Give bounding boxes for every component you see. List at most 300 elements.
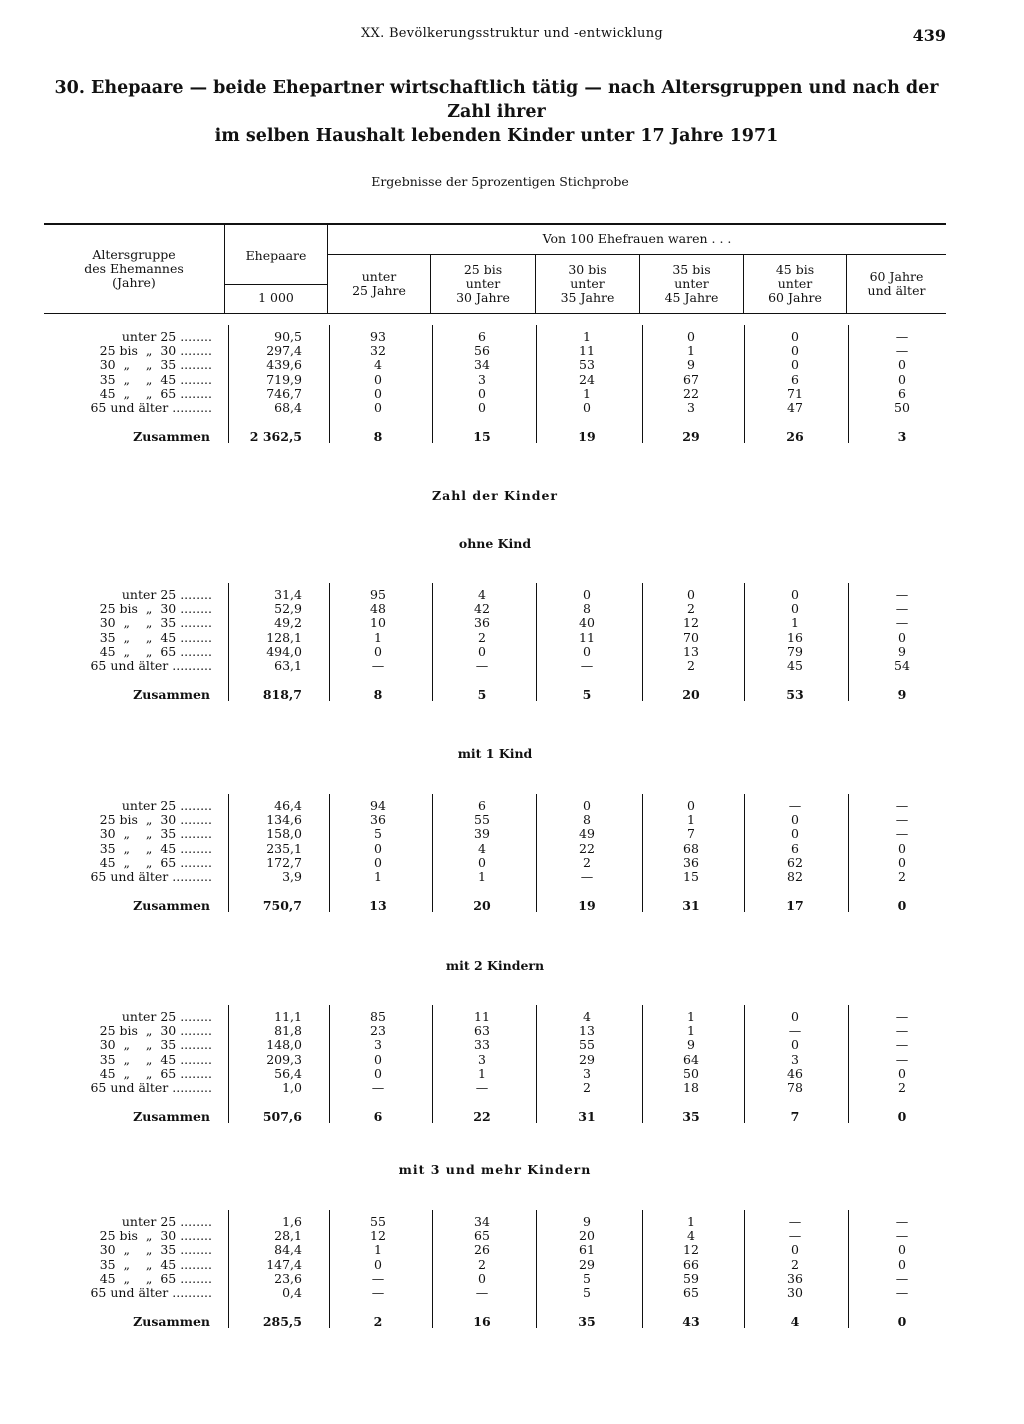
table-row [0,401,1024,415]
percent-value: 1 [478,869,486,884]
table-row [0,1272,1024,1286]
percent-value: 0 [897,1109,907,1125]
percent-value: 6 [478,798,486,813]
percent-value: 0 [898,357,906,373]
header-col-line: unter [361,269,397,284]
table-row [0,799,1024,813]
percent-value: 36 [474,615,490,631]
percent-value: 0 [374,854,382,870]
table-row [0,602,1024,616]
couples-value: 63,1 [274,658,302,673]
unit-rule [225,284,328,285]
header-col-line: unter [465,276,501,291]
table-row [0,1258,1024,1272]
percent-value: 34 [474,357,490,373]
percent-value: 1 [687,812,695,828]
percent-value: 13 [683,643,699,659]
percent-value: 0 [478,385,486,401]
percent-value: 30 [787,1285,803,1300]
age-label: 30 „ „ 35 ........ [99,1242,212,1258]
couples-value: 134,6 [266,812,302,828]
percent-value: — [895,615,909,631]
age-label: unter 25 ........ [121,587,212,602]
percent-value: 0 [374,400,382,415]
age-label: unter 25 ........ [121,1009,212,1024]
table-row [0,645,1024,659]
total-label: Zusammen [133,687,210,703]
percent-value: 48 [370,601,386,617]
percent-value: 10 [370,615,386,631]
couples-value: 2 362,5 [249,429,302,445]
percent-value: 4 [687,1228,695,1244]
percent-value: 4 [478,587,486,602]
percent-value: 20 [579,1228,595,1244]
percent-value: — [475,658,489,673]
percent-value: 7 [790,1109,800,1125]
percent-value: 1 [687,343,695,359]
percent-value: 0 [791,587,799,602]
percent-value: 94 [370,798,386,813]
percent-value: 0 [791,343,799,359]
percent-value: 43 [682,1314,700,1330]
percent-value: 0 [583,643,591,659]
total-row [0,899,1024,913]
table-row [0,1067,1024,1081]
percent-value: 0 [791,1009,799,1024]
percent-value: 0 [791,1037,799,1053]
percent-value: 0 [791,1242,799,1258]
percent-value: 65 [683,1285,699,1300]
table-row [0,358,1024,372]
percent-value: 9 [898,643,906,659]
percent-value: — [895,826,909,842]
table-row [0,588,1024,602]
age-label: 25 bis „ 30 ........ [99,601,212,617]
percent-value: 6 [373,1109,383,1125]
couples-value: 31,4 [274,587,302,602]
table-row [0,1229,1024,1243]
percent-value: 5 [583,1270,591,1286]
percent-value: 4 [478,840,486,856]
percent-value: 0 [898,1065,906,1081]
table-row [0,1081,1024,1095]
table-row [0,1053,1024,1067]
percent-value: 2 [478,1256,486,1272]
couples-value: 148,0 [266,1037,302,1053]
percent-value: — [895,587,909,602]
table-row [0,870,1024,884]
header-col-line: 30 Jahre [456,290,510,305]
percent-value: 66 [683,1256,699,1272]
couples-value: 719,9 [266,371,302,387]
couples-value: 746,7 [266,385,302,401]
header-bottom-rule [44,313,946,314]
table-row [0,813,1024,827]
percent-value: 46 [787,1065,803,1081]
percent-value: — [895,1009,909,1024]
percent-value: 0 [898,1256,906,1272]
age-label: 30 „ „ 35 ........ [99,357,212,373]
age-label: unter 25 ........ [121,798,212,813]
percent-value: 39 [474,826,490,842]
percent-value: 15 [683,869,699,884]
couples-value: 90,5 [274,329,302,344]
percent-value: 0 [791,601,799,617]
couples-value: 235,1 [266,840,302,856]
percent-value: — [475,1080,489,1095]
percent-value: 0 [478,643,486,659]
percent-value: 5 [583,1285,591,1300]
percent-value: 3 [478,371,486,387]
total-row [0,1315,1024,1329]
percent-value: 0 [374,1065,382,1081]
percent-value: 55 [370,1214,386,1229]
percent-value: 53 [786,687,804,703]
age-label: 45 „ „ 65 ........ [99,1270,212,1286]
age-label: 65 und älter .......... [90,658,212,673]
percent-value: 0 [791,357,799,373]
table-subtitle: Ergebnisse der 5prozentigen Stichprobe [371,174,629,189]
percent-value: 2 [687,601,695,617]
percent-value: 0 [898,854,906,870]
percent-value: 64 [683,1051,699,1067]
percent-value: 11 [474,1009,490,1024]
percent-value: 1 [478,1065,486,1081]
percent-value: 79 [787,643,803,659]
percent-value: — [895,343,909,359]
header-col-3 [536,263,639,305]
percent-value: 12 [370,1228,386,1244]
percent-value: 0 [374,643,382,659]
percent-value: 2 [478,629,486,645]
percent-value: 1 [583,329,591,344]
percent-value: — [475,1285,489,1300]
percent-value: 22 [683,385,699,401]
percent-value: 50 [683,1065,699,1081]
table-row [0,827,1024,841]
age-label: 25 bis „ 30 ........ [99,343,212,359]
percent-value: 1 [687,1009,695,1024]
total-label: Zusammen [133,429,210,445]
couples-value: 0,4 [282,1285,302,1300]
percent-value: 16 [787,629,803,645]
percent-value: 0 [583,798,591,813]
table-title-line-2: im selben Haushalt lebenden Kinder unter 17 Jahre 1971 [214,126,779,146]
percent-value: — [580,658,594,673]
header-age-line: des Ehemannes [84,261,184,276]
percent-value: 2 [791,1256,799,1272]
percent-value: 3 [478,1051,486,1067]
percent-value: 56 [474,343,490,359]
percent-value: — [580,869,594,884]
percent-value: 78 [787,1080,803,1095]
percent-value: 35 [682,1109,700,1125]
age-label: 30 „ „ 35 ........ [99,615,212,631]
age-label: 35 „ „ 45 ........ [99,629,212,645]
percent-value: — [895,1051,909,1067]
percent-value: 0 [374,371,382,387]
percent-value: 0 [898,1242,906,1258]
percent-value: 32 [370,343,386,359]
percent-value: 6 [791,840,799,856]
header-couples-unit: 1 000 [258,290,294,305]
age-label: unter 25 ........ [121,329,212,344]
percent-value: 55 [474,812,490,828]
percent-value: 62 [787,854,803,870]
header-col-line: unter [777,276,813,291]
percent-value: 1 [374,629,382,645]
age-label: 65 und älter .......... [90,1285,212,1300]
percent-value: 0 [478,400,486,415]
age-label: 35 „ „ 45 ........ [99,840,212,856]
table-row [0,856,1024,870]
total-row [0,430,1024,444]
age-label: 35 „ „ 45 ........ [99,371,212,387]
section-title: ohne Kind [458,536,532,551]
percent-value: 53 [579,357,595,373]
percent-value: 0 [478,854,486,870]
couples-value: 46,4 [274,798,302,813]
couples-value: 84,4 [274,1242,302,1258]
percent-value: 23 [370,1023,386,1039]
percent-value: 6 [478,329,486,344]
percent-value: 17 [786,898,804,914]
total-row [0,688,1024,702]
percent-value: 31 [682,898,700,914]
percent-value: — [371,1080,385,1095]
percent-value: 3 [791,1051,799,1067]
percent-value: 0 [687,798,695,813]
percent-value: 29 [579,1256,595,1272]
percent-value: 9 [687,1037,695,1053]
percent-value: 12 [683,615,699,631]
group-rule [328,254,946,255]
header-group: Von 100 Ehefrauen waren . . . [542,231,732,246]
children-heading: Zahl der Kinder [431,488,559,503]
couples-value: 507,6 [262,1109,302,1125]
percent-value: 2 [583,854,591,870]
percent-value: 0 [791,826,799,842]
percent-value: 36 [787,1270,803,1286]
couples-value: 818,7 [262,687,302,703]
couples-value: 28,1 [274,1228,302,1244]
percent-value: 4 [374,357,382,373]
percent-value: 31 [578,1109,596,1125]
percent-value: 67 [683,371,699,387]
table-row [0,1038,1024,1052]
couples-value: 209,3 [266,1051,302,1067]
percent-value: 0 [374,840,382,856]
percent-value: 95 [370,587,386,602]
percent-value: 35 [578,1314,596,1330]
header-couples: Ehepaare [245,248,307,263]
percent-value: — [371,658,385,673]
percent-value: 71 [787,385,803,401]
percent-value: 0 [478,1270,486,1286]
percent-value: 5 [477,687,487,703]
percent-value: 0 [374,385,382,401]
couples-value: 1,0 [282,1080,302,1095]
percent-value: 36 [370,812,386,828]
percent-value: 0 [791,812,799,828]
header-col-line: 45 bis [775,262,815,277]
table-row [0,659,1024,673]
table-row [0,387,1024,401]
percent-value: — [895,1285,909,1300]
percent-value: 24 [579,371,595,387]
percent-value: 29 [579,1051,595,1067]
header-col-line: 60 Jahre [768,290,822,305]
header-col-line: 25 Jahre [352,283,406,298]
percent-value: — [371,1285,385,1300]
percent-value: 8 [583,601,591,617]
age-label: 25 bis „ 30 ........ [99,1023,212,1039]
age-label: unter 25 ........ [121,1214,212,1229]
percent-value: 3 [687,400,695,415]
table-row [0,1286,1024,1300]
header-col-line: 35 Jahre [560,290,615,305]
percent-value: 0 [687,587,695,602]
age-label: 25 bis „ 30 ........ [99,1228,212,1244]
age-label: 25 bis „ 30 ........ [99,812,212,828]
percent-value: 3 [374,1037,382,1053]
percent-value: 26 [786,429,804,445]
table-row [0,373,1024,387]
percent-value: 0 [897,898,907,914]
total-label: Zusammen [133,1314,210,1330]
couples-value: 52,9 [274,601,302,617]
percent-value: — [895,329,909,344]
percent-value: 22 [579,840,595,856]
percent-value: 7 [687,826,695,842]
percent-value: — [788,1228,802,1244]
percent-value: 59 [683,1270,699,1286]
couples-value: 158,0 [266,826,302,842]
percent-value: — [895,812,909,828]
percent-value: 9 [687,357,695,373]
percent-value: 36 [683,854,699,870]
age-label: 65 und älter .......... [90,869,212,884]
percent-value: — [788,798,802,813]
percent-value: 61 [579,1242,595,1258]
percent-value: 19 [578,429,596,445]
percent-value: 20 [682,687,700,703]
percent-value: 3 [583,1065,591,1081]
couples-value: 285,5 [262,1314,302,1330]
percent-value: 3 [897,429,907,445]
percent-value: — [895,1270,909,1286]
percent-value: — [788,1023,802,1039]
couples-value: 494,0 [266,643,302,659]
percent-value: 45 [787,658,803,673]
header-col-5 [744,263,846,305]
percent-value: 8 [373,429,383,445]
age-label: 30 „ „ 35 ........ [99,1037,212,1053]
age-label: 35 „ „ 45 ........ [99,1051,212,1067]
percent-value: 6 [898,385,906,401]
percent-value: 0 [374,1051,382,1067]
couples-value: 750,7 [262,898,302,914]
percent-value: 26 [474,1242,490,1258]
percent-value: 15 [473,429,491,445]
age-label: 45 „ „ 65 ........ [99,385,212,401]
table-row [0,1010,1024,1024]
couples-value: 439,6 [266,357,302,373]
table-row [0,1215,1024,1229]
percent-value: 8 [373,687,383,703]
percent-value: — [895,1214,909,1229]
percent-value: 5 [374,826,382,842]
couples-value: 297,4 [266,343,302,359]
percent-value: 2 [898,1080,906,1095]
header-col-line: 45 Jahre [664,290,719,305]
percent-value: 6 [791,371,799,387]
age-label: 30 „ „ 35 ........ [99,826,212,842]
percent-value: 0 [898,840,906,856]
header-col-line: unter [674,276,709,291]
age-label: 65 und älter .......... [90,400,212,415]
percent-value: 33 [474,1037,490,1053]
couples-value: 128,1 [266,629,302,645]
table-title [44,76,949,148]
percent-value: 11 [579,343,595,359]
percent-value: 1 [583,385,591,401]
percent-value: 20 [473,898,491,914]
percent-value: 70 [683,629,699,645]
header-col-line: und älter [867,283,926,298]
table-row [0,344,1024,358]
percent-value: 0 [791,329,799,344]
header-col-2 [431,263,535,305]
percent-value: 0 [374,1256,382,1272]
percent-value: 18 [683,1080,699,1095]
couples-value: 56,4 [274,1065,302,1081]
table-row [0,616,1024,630]
section-title: mit 3 und mehr Kindern [398,1162,592,1177]
header-col-line: 60 Jahre [869,269,924,284]
table-row [0,1243,1024,1257]
percent-value: 82 [787,869,803,884]
total-label: Zusammen [133,898,210,914]
percent-value: 11 [579,629,595,645]
percent-value: 4 [583,1009,591,1024]
percent-value: — [895,601,909,617]
percent-value: 8 [583,812,591,828]
percent-value: 5 [582,687,592,703]
percent-value: 34 [474,1214,490,1229]
age-label: 45 „ „ 65 ........ [99,1065,212,1081]
percent-value: 63 [474,1023,490,1039]
percent-value: 0 [897,1314,907,1330]
age-label: 45 „ „ 65 ........ [99,854,212,870]
percent-value: — [895,1023,909,1039]
couples-value: 172,7 [266,854,302,870]
percent-value: 54 [894,658,910,673]
running-head: XX. Bevölkerungsstruktur und -entwicklung [360,26,664,41]
couples-value: 68,4 [274,400,302,415]
header-col-1 [328,270,430,298]
total-label: Zusammen [133,1109,210,1125]
age-label: 45 „ „ 65 ........ [99,643,212,659]
percent-value: 50 [894,400,910,415]
percent-value: 85 [370,1009,386,1024]
percent-value: 40 [579,615,595,631]
percent-value: 0 [583,400,591,415]
percent-value: 0 [898,629,906,645]
couples-value: 147,4 [266,1256,302,1272]
total-row [0,1110,1024,1124]
percent-value: — [895,798,909,813]
